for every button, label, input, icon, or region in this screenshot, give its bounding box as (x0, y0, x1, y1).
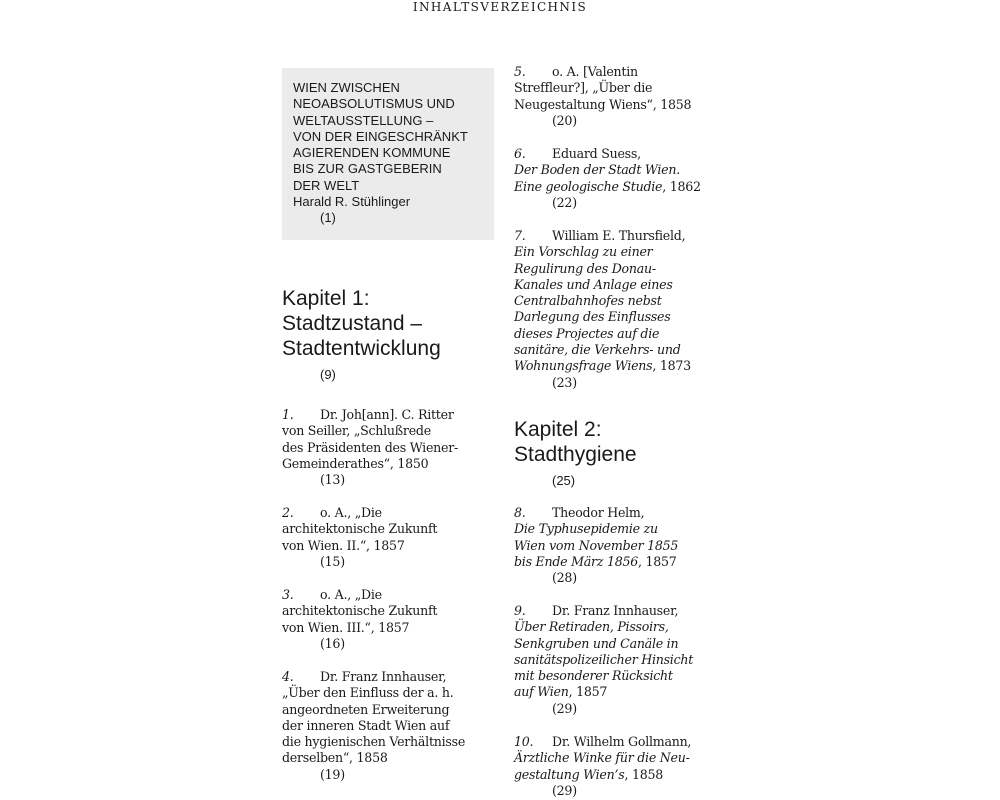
entry-title-italic: Die Typhusepidemie zu (514, 521, 658, 537)
toc-entry-5[interactable] (514, 64, 691, 129)
toc-entry-2[interactable] (282, 505, 437, 570)
entry-text: Dr. Franz Innhauser, (320, 669, 447, 684)
entry-page: (29) (552, 782, 577, 798)
entry-year: , 1857 (568, 684, 608, 700)
entry-title-italic: gestaltung Wien’s (514, 766, 625, 782)
entry-text: von Seiller, „Schlußrede (282, 423, 431, 439)
entry-title-italic: Über Retiraden, Pissoirs, (514, 619, 669, 635)
entry-text: Dr. Joh[ann]. C. Ritter (320, 407, 454, 422)
entry-page: (16) (320, 635, 345, 651)
entry-text: Gemeinderathes“, 1850 (282, 455, 429, 471)
entry-text: des Präsidenten des Wiener- (282, 439, 459, 455)
toc-entry-9[interactable] (514, 603, 693, 717)
entry-title-italic: dieses Projectes auf die (514, 325, 660, 341)
running-title: INHALTSVERZEICHNIS (412, 0, 588, 14)
entry-text: architektonische Zukunft (282, 603, 438, 619)
entry-title-italic: Wien vom November 1855 (514, 537, 679, 553)
entry-number: 1. (282, 407, 294, 422)
entry-title-italic: Kanales und Anlage eines (514, 276, 673, 292)
toc-entry-6[interactable] (514, 146, 701, 211)
entry-title-italic: auf Wien (514, 684, 569, 700)
entry-title-italic: sanitätspolizeilicher Hinsicht (514, 651, 694, 667)
entry-title-italic: bis Ende März 1856 (514, 553, 638, 569)
entry-number: 3. (282, 587, 294, 602)
entry-title-italic: mit besonderer Rücksicht (514, 668, 673, 684)
entry-year: , 1873 (652, 358, 691, 374)
entry-number: 5. (514, 64, 526, 79)
entry-number: 6. (514, 146, 526, 161)
toc-entry-7[interactable] (514, 228, 691, 391)
entry-page: (13) (320, 472, 345, 488)
entry-title-italic: Centralbahnhofes nebst (514, 293, 662, 309)
entry-page: (29) (552, 700, 577, 716)
entry-text: Dr. Wilhelm Gollmann, (552, 734, 692, 749)
entry-page: (22) (552, 194, 577, 210)
entry-number: 4. (282, 669, 294, 684)
toc-entry-1[interactable] (282, 407, 458, 488)
entry-number: 7. (514, 228, 526, 243)
entry-year: , 1862 (662, 178, 701, 194)
entry-number: 8. (514, 505, 526, 520)
chapter-2-title: Kapitel 2: Stadthygiene (514, 418, 637, 466)
chapter-2-page: (25) (552, 473, 576, 488)
entry-text: o. A., „Die (320, 587, 382, 602)
entry-text: Dr. Franz Innhauser, (552, 603, 679, 618)
entry-title-italic: Senkgruben und Canäle in (514, 635, 679, 651)
chapter-2-heading[interactable] (514, 417, 637, 489)
entry-text: derselben“, 1858 (282, 750, 388, 766)
entry-title-italic: Regulirung des Donau- (514, 260, 656, 276)
entry-page: (19) (320, 766, 345, 782)
intro-essay-title: WIEN ZWISCHEN NEOABSOLUTISMUS UND WELTAUSSTELLUNG – VON DER EINGESCHRÄNKT AGIERENDEN KOMMUNE BIS ZUR GASTGEBERIN DER WELT (293, 80, 468, 193)
entry-page: (20) (552, 112, 577, 128)
intro-essay-page: (1) (320, 210, 336, 226)
intro-essay-author: Harald R. Stühlinger (293, 194, 411, 210)
entry-text: o. A. [Valentin (552, 64, 638, 79)
toc-entry-10[interactable] (514, 734, 691, 799)
entry-text: Theodor Helm, (552, 505, 645, 520)
entry-text: William E. Thursfield, (552, 228, 686, 243)
entry-text: der inneren Stadt Wien auf (282, 717, 450, 733)
entry-text: von Wien. III.“, 1857 (282, 619, 410, 635)
entry-page: (15) (320, 553, 345, 569)
entry-text: architektonische Zukunft (282, 521, 438, 537)
entry-title-italic: Ein Vorschlag zu einer (514, 244, 653, 260)
entry-year: , 1858 (624, 766, 664, 782)
entry-page: (23) (552, 374, 577, 390)
chapter-1-title: Kapitel 1: Stadtzustand – Stadtentwicklung (282, 287, 441, 360)
entry-number: 2. (282, 505, 294, 520)
entry-number: 9. (514, 603, 526, 618)
entry-text: Eduard Suess, (552, 146, 641, 161)
entry-text: Streffleur?], „Über die (514, 80, 653, 96)
entry-text: o. A., „Die (320, 505, 382, 520)
entry-text: von Wien. II.“, 1857 (282, 537, 405, 553)
entry-text: angeordneten Erweiterung (282, 701, 450, 717)
entry-number: 10. (514, 734, 534, 749)
entry-title-italic: Ärztliche Winke für die Neu- (514, 750, 690, 766)
toc-entry-3[interactable] (282, 587, 437, 652)
chapter-1-page: (9) (320, 367, 336, 382)
chapter-1-heading[interactable] (282, 286, 441, 383)
toc-entry-4[interactable] (282, 669, 465, 783)
entry-page: (28) (552, 570, 577, 586)
entry-title-italic: Eine geologische Studie (514, 178, 663, 194)
entry-title-italic: sanitäre, die Verkehrs- und (514, 342, 681, 358)
intro-essay-box[interactable] (282, 68, 494, 240)
entry-text: die hygienischen Verhältnisse (282, 734, 466, 750)
toc-entry-8[interactable] (514, 505, 678, 586)
entry-title-italic: Der Boden der Stadt Wien. (514, 162, 680, 178)
entry-text: Neugestaltung Wiens“, 1858 (514, 96, 692, 112)
entry-text: „Über den Einfluss der a. h. (282, 685, 454, 701)
entry-title-italic: Darlegung des Einflusses (514, 309, 671, 325)
entry-title-italic: Wohnungsfrage Wiens (514, 358, 653, 374)
entry-year: , 1857 (638, 553, 677, 569)
